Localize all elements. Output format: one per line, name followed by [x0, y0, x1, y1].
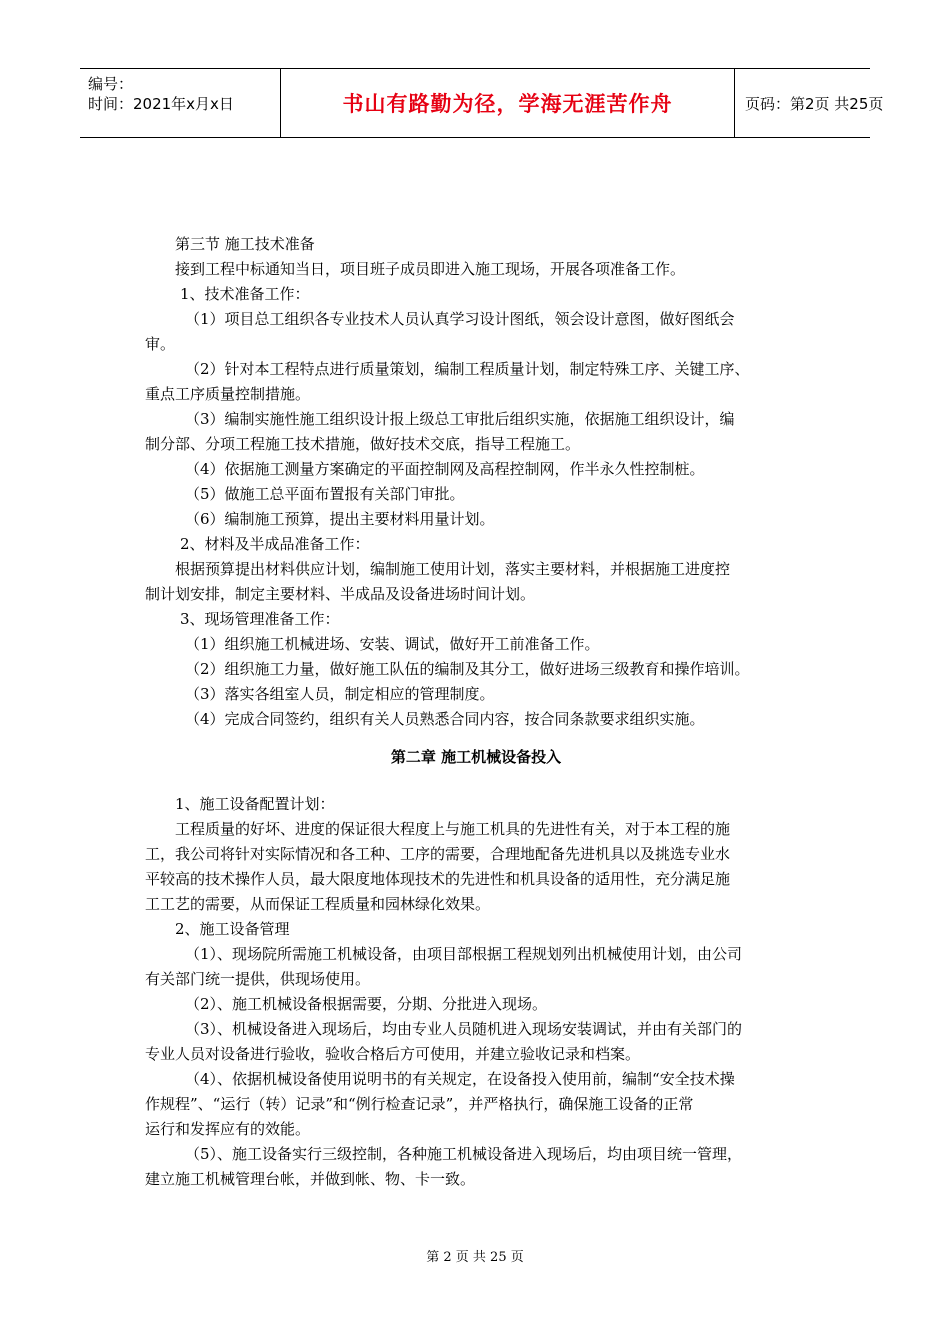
paragraph-line: 专业人员对设备进行验收，验收合格后方可使用，并建立验收记录和档案。 [145, 1045, 641, 1063]
paragraph-line: （3）落实各组室人员，制定相应的管理制度。 [185, 685, 495, 703]
paragraph-line: （4）完成合同签约，组织有关人员熟悉合同内容，按合同条款要求组织实施。 [185, 710, 705, 728]
paragraph-line: 1、技术准备工作： [180, 285, 310, 303]
header-page-info: 页码：第2页 共25页 [745, 94, 884, 113]
motto-text: 书山有路勤为径，学海无涯苦作舟 [342, 92, 673, 116]
paragraph-line: 作规程”、“运行（转）记录”和“例行检查记录”，并严格执行，确保施工设备的正常 [145, 1095, 694, 1113]
page-footer: 第 2 页 共 25 页 [426, 1250, 524, 1265]
paragraph-line: 建立施工机械管理台帐，并做到帐、物、卡一致。 [145, 1170, 476, 1188]
paragraph-line: （1）、现场院所需施工机械设备，由项目部根据工程规划列出机械使用计划，由公司 [185, 945, 743, 963]
paragraph-line: 审。 [145, 335, 176, 353]
paragraph-line: 1、施工设备配置计划： [175, 795, 335, 813]
header-page-cell [735, 69, 884, 137]
paragraph-line: 制计划安排，制定主要材料、半成品及设备进场时间计划。 [145, 585, 536, 603]
paragraph-line: 2、材料及半成品准备工作： [180, 535, 370, 553]
paragraph-line: （5）做施工总平面布置报有关部门审批。 [185, 485, 465, 503]
paragraph-line: （5）、施工设备实行三级控制，各种施工机械设备进入现场后，均由项目统一管理， [185, 1145, 743, 1163]
paragraph-line: 重点工序质量控制措施。 [145, 385, 311, 403]
section-title: 第三节 施工技术准备 [175, 235, 315, 253]
paragraph-line: （1）项目总工组织各专业技术人员认真学习设计图纸，领会设计意图，做好图纸会 [185, 310, 735, 328]
chapter-title: 第二章 施工机械设备投入 [390, 748, 562, 766]
paragraph-line: 有关部门统一提供，供现场使用。 [145, 970, 371, 988]
paragraph-line: 3、现场管理准备工作： [180, 610, 340, 628]
document-time-label: 时间：2021年x月x日 [88, 95, 234, 113]
header-left-cell [80, 69, 280, 137]
paragraph-line: （6）编制施工预算，提出主要材料用量计划。 [185, 510, 495, 528]
paragraph-line: （2）组织施工力量，做好施工队伍的编制及其分工，做好进场三级教育和操作培训。 [185, 660, 750, 678]
paragraph-line: 接到工程中标通知当日，项目班子成员即进入施工现场，开展各项准备工作。 [175, 260, 686, 278]
paragraph-line: （1）组织施工机械进场、安装、调试，做好开工前准备工作。 [185, 635, 600, 653]
paragraph-line: （4）依据施工测量方案确定的平面控制网及高程控制网，作半永久性控制桩。 [185, 460, 705, 478]
paragraph-line: 根据预算提出材料供应计划，编制施工使用计划，落实主要材料，并根据施工进度控 [175, 560, 731, 578]
paragraph-line: 工，我公司将针对实际情况和各工种、工序的需要，合理地配备先进机具以及挑选专业水 [145, 845, 731, 863]
paragraph-line: （2）针对本工程特点进行质量策划，编制工程质量计划，制定特殊工序、关键工序、 [185, 360, 750, 378]
paragraph-line: （4）、依据机械设备使用说明书的有关规定，在设备投入使用前，编制“安全技术操 [185, 1070, 735, 1088]
header-motto-cell [280, 69, 735, 137]
paragraph-line: 2、施工设备管理 [175, 920, 290, 938]
paragraph-line: 运行和发挥应有的效能。 [145, 1120, 311, 1138]
page-header [80, 68, 884, 138]
paragraph-line: 工工艺的需要，从而保证工程质量和园林绿化效果。 [145, 895, 491, 913]
paragraph-line: 工程质量的好坏、进度的保证很大程度上与施工机具的先进性有关，对于本工程的施 [175, 820, 731, 838]
document-body [145, 232, 807, 1192]
paragraph-line: 平较高的技术操作人员，最大限度地体现技术的先进性和机具设备的适用性，充分满足施 [145, 870, 731, 888]
document-number-label: 编号： [88, 75, 134, 93]
paragraph-line: （2）、施工机械设备根据需要，分期、分批进入现场。 [185, 995, 548, 1013]
paragraph-line: （3）编制实施性施工组织设计报上级总工审批后组织实施，依据施工组织设计，编 [185, 410, 735, 428]
paragraph-line: 制分部、分项工程施工技术措施，做好技术交底，指导工程施工。 [145, 435, 581, 453]
paragraph-line: （3）、机械设备进入现场后，均由专业人员随机进入现场安装调试，并由有关部门的 [185, 1020, 743, 1038]
